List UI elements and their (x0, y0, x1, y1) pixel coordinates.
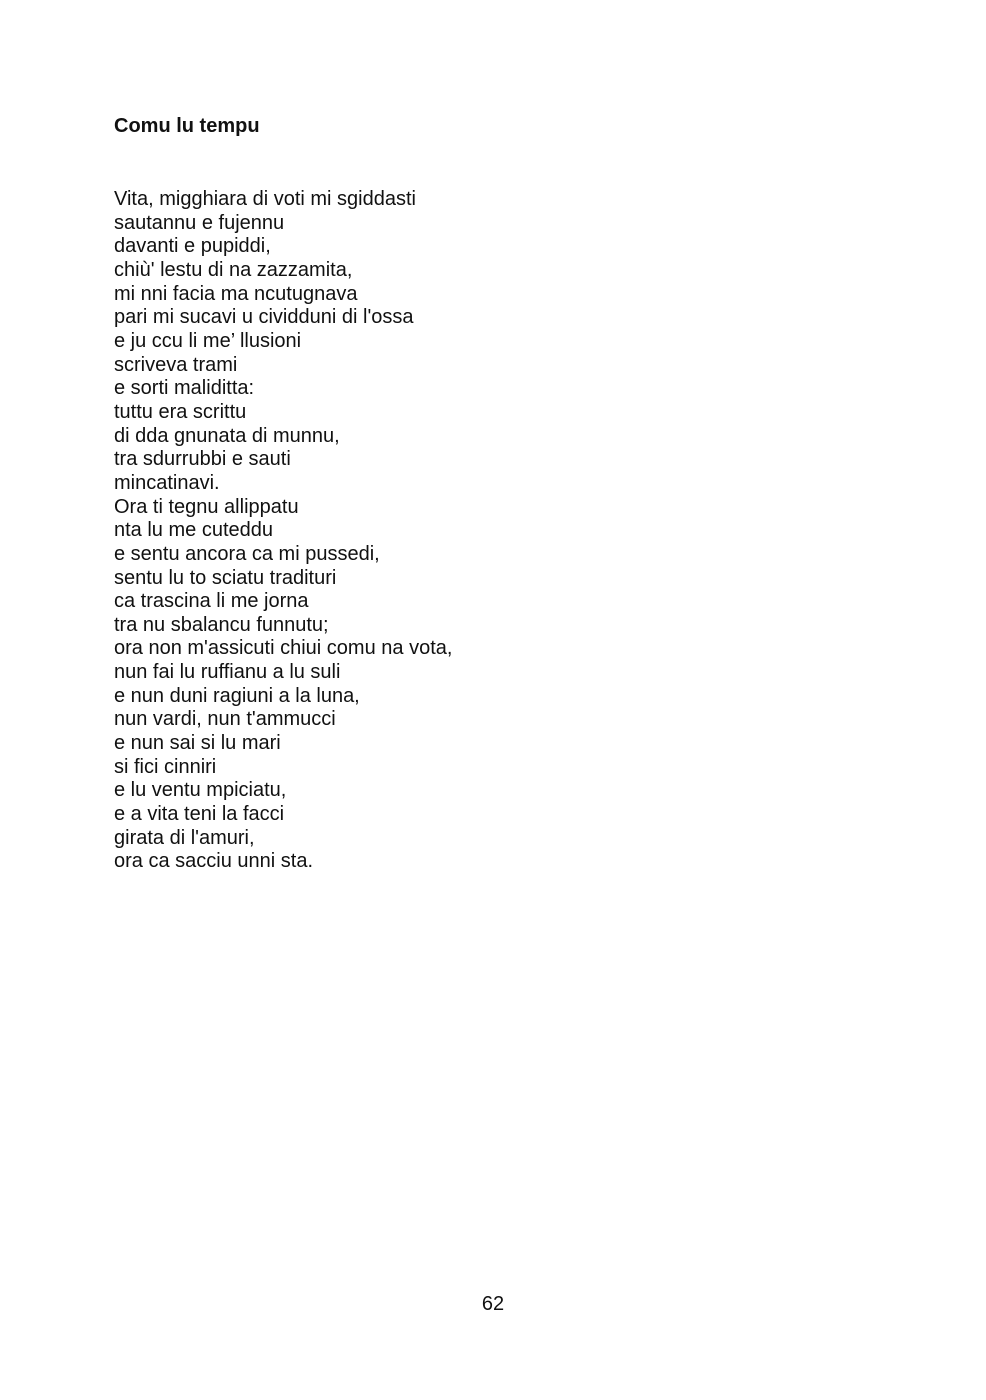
poem-line: chiù' lestu di na zazzamita, (114, 258, 353, 281)
poem-line: Ora ti tegnu allippatu (114, 495, 299, 518)
poem-line: si fici cinniri (114, 755, 217, 778)
poem-line: nun vardi, nun t'ammucci (114, 708, 336, 731)
poem-line: tra nu sbalancu funnutu; (114, 613, 329, 636)
poem-line: davanti e pupiddi, (114, 235, 271, 258)
poem-line: tuttu era scrittu (114, 400, 247, 423)
poem-line: e ju ccu li me’ llusioni (114, 329, 302, 352)
poem-line: nta lu me cuteddu (114, 519, 273, 542)
poem-line: sentu lu to sciatu tradituri (114, 566, 337, 589)
poem-line: mincatinavi. (114, 471, 220, 494)
poem-line: mi nni facia ma ncutugnava (114, 282, 358, 305)
poem-line: scriveva trami (114, 353, 238, 376)
poem-line: Vita, migghiara di voti mi sgiddasti (114, 188, 416, 210)
poem-line: e a vita teni la facci (114, 803, 285, 826)
poem-line: ora non m'assicuti chiui comu na vota, (114, 637, 453, 660)
poem-line: sautannu e fujennu (114, 211, 285, 234)
poem-title: Comu lu tempu (114, 115, 260, 137)
poem-body (114, 188, 452, 874)
poem-line: e lu ventu mpiciatu, (114, 779, 287, 802)
poem-line: e nun duni ragiuni a la luna, (114, 684, 360, 707)
poem-line: tra sdurrubbi e sauti (114, 448, 291, 471)
poem-line: e sorti maliditta: (114, 377, 255, 400)
poem-line: pari mi sucavi u cividduni di l'ossa (114, 306, 414, 329)
poem-line: e nun sai si lu mari (114, 732, 281, 755)
poem-line: girata di l'amuri, (114, 826, 255, 849)
poem-line: di dda gnunata di munnu, (114, 424, 340, 447)
poem-line: e sentu ancora ca mi pussedi, (114, 542, 380, 565)
poem-line: nun fai lu ruffianu a lu suli (114, 661, 341, 684)
page-number: 62 (481, 1293, 505, 1315)
poem-line: ora ca sacciu unni sta. (114, 850, 313, 873)
poem-line: ca trascina li me jorna (114, 590, 309, 613)
